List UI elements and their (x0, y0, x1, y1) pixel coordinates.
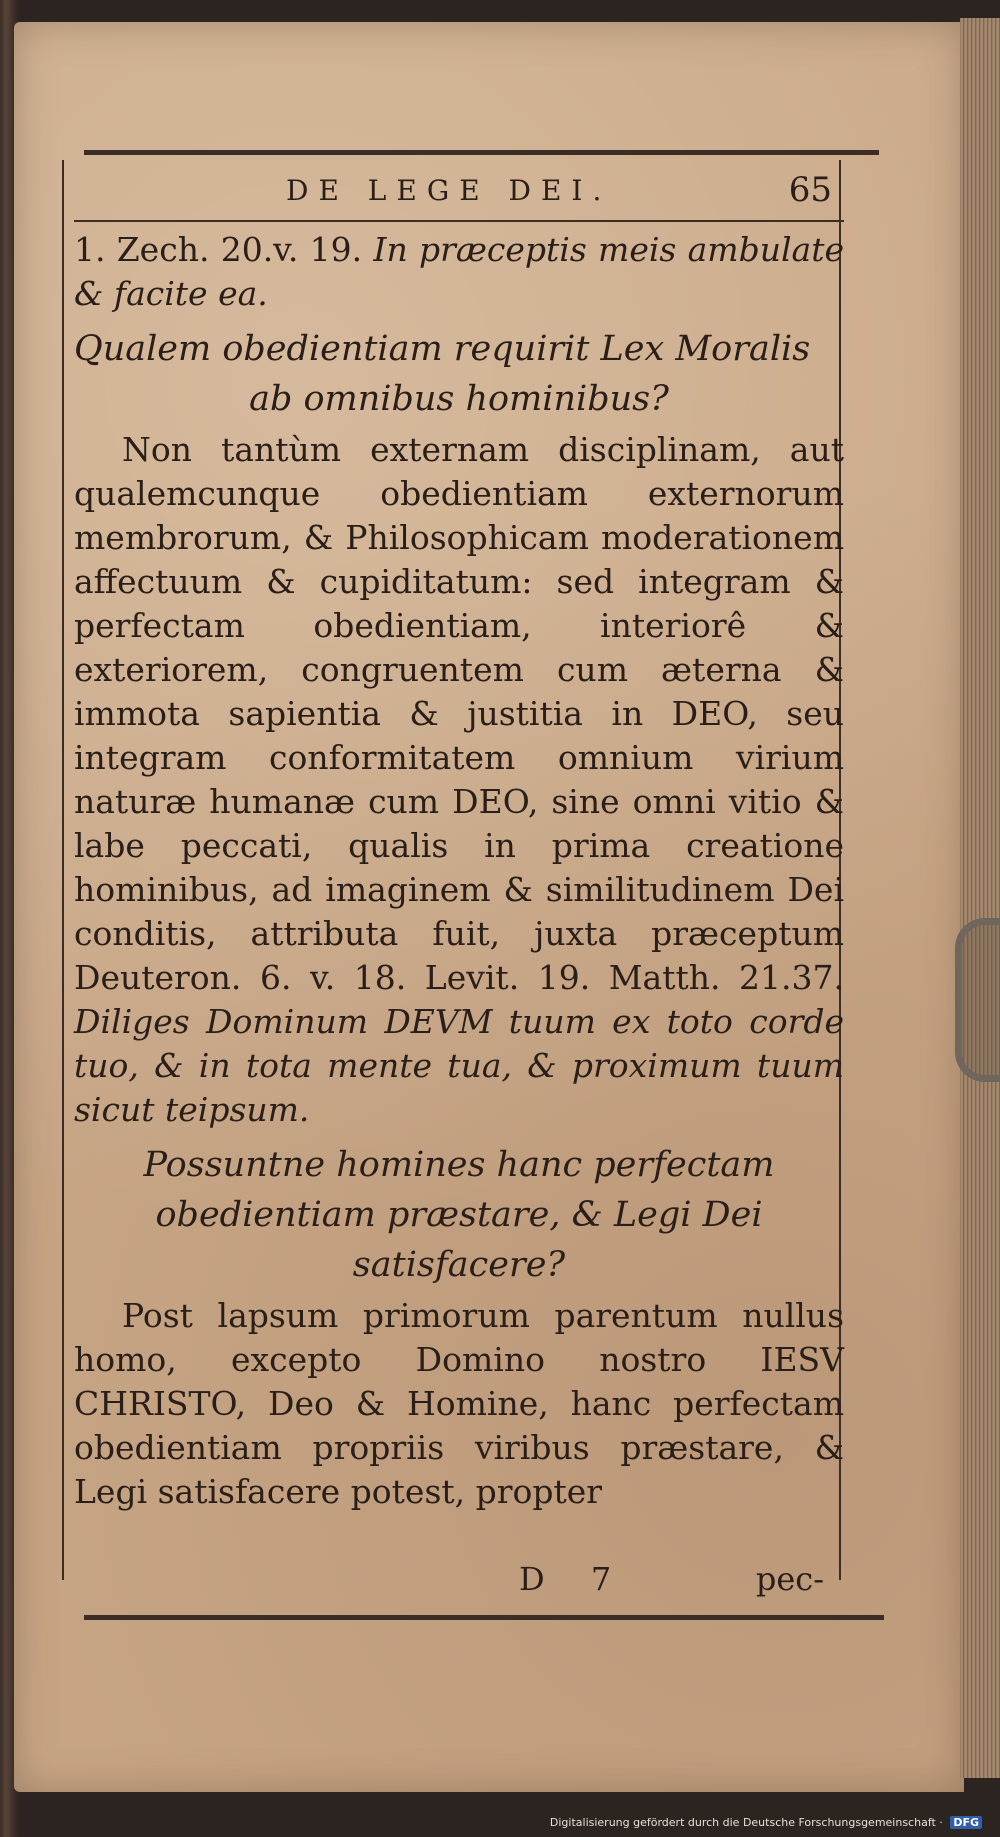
bottom-rule (84, 1615, 884, 1620)
running-title: DE LEGE DEI. (286, 174, 612, 207)
answer-2-text: Post lapsum primorum parentum nullus homo, excepto Domino nostro IESV CHRISTO, Deo & Homine, hanc perfectam obedientiam propriis viribus præstare, & Legi satisfacere potest, propter (74, 1296, 844, 1511)
answer-2 (74, 1294, 844, 1514)
page-number: 65 (788, 170, 832, 210)
reference-citation: 1. Zech. 20.v. 19. (74, 230, 363, 269)
reference-line (74, 228, 844, 316)
question-1 (74, 324, 844, 424)
question-2 (74, 1140, 844, 1290)
dfg-logo-icon: DFG (950, 1816, 982, 1829)
digitization-credit (550, 1816, 982, 1829)
answer-1 (74, 428, 844, 1132)
page-footer (74, 1560, 844, 1600)
reference-quote: In præceptis meis ambulate & facite ea. (74, 230, 844, 313)
catchword: pec- (755, 1560, 824, 1598)
credit-text: Digitalisierung gefördert durch die Deutsche Forschungsgemeinschaft · (549, 1816, 943, 1829)
main-text (74, 228, 844, 1514)
signature-mark: D 7 (519, 1560, 630, 1598)
top-rule (84, 150, 879, 155)
print-area (54, 140, 844, 1640)
question-2-text: Possuntne homines hanc perfectam obedientiam præstare, & Legi Dei satisfacere? (143, 1145, 775, 1285)
question-1-line2: ab omnibus hominibus? (249, 379, 669, 419)
page-header (74, 170, 844, 222)
page-clip (955, 918, 1000, 1082)
page-stack-edge (960, 18, 1000, 1778)
book-page (14, 22, 964, 1792)
question-1-line1: Qualem obedientiam requirit Lex Moralis (74, 329, 811, 369)
answer-1-quote: Diliges Dominum DEVM tuum ex toto corde tuo, & in tota mente tua, & proximum tuum sicut teipsum. (74, 1002, 844, 1129)
answer-1-text: Non tantùm externam disciplinam, aut qualemcunque obedientiam externorum membrorum, & Philosophicam moderationem affectuum & cupiditatum: sed integram & perfectam obedientiam, interiorê & exteriorem, congruentem cum æterna & immota sapientia & justitia in DEO, seu integram conformitatem omnium virium naturæ humanæ cum DEO, sine omni vitio & labe peccati, qualis in prima creatione hominibus, ad imaginem & similitudinem Dei conditis, attributa fuit, juxta præceptum Deuteron. 6. v. 18. Levit. 19. Matth. 21.37. (74, 430, 844, 997)
